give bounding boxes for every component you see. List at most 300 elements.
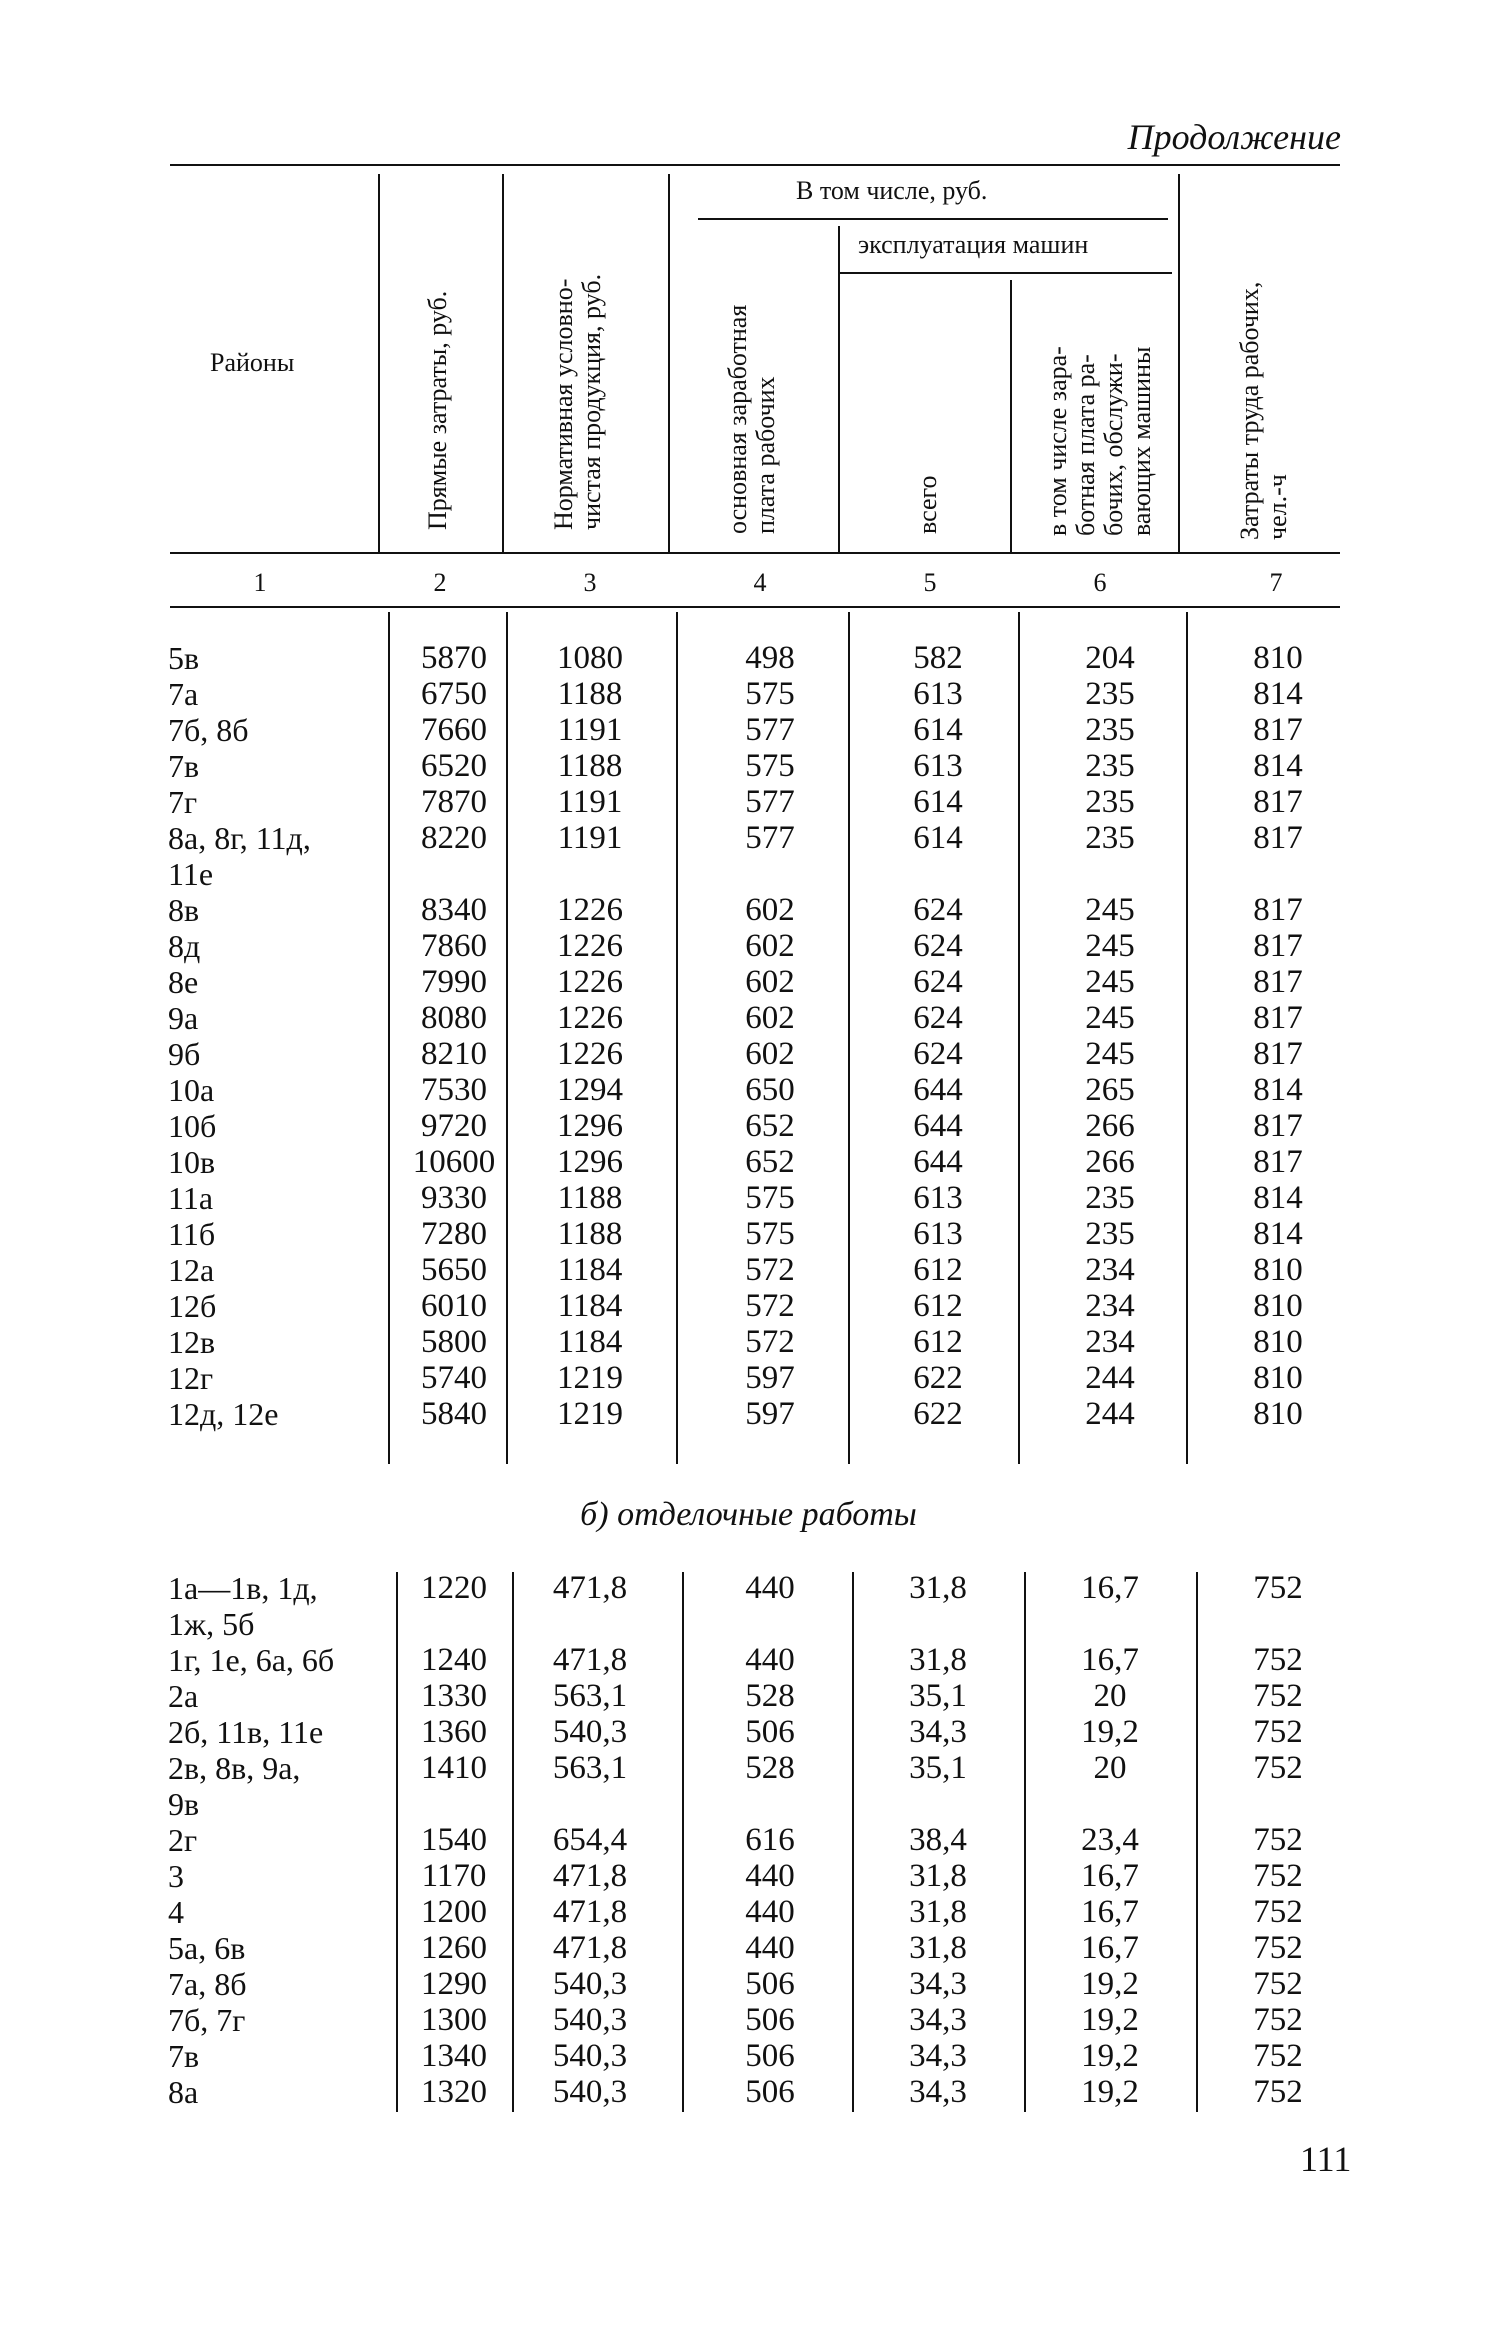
machine-total-cell: 31,8 (909, 1894, 967, 1930)
header-regions: Районы (210, 348, 295, 377)
machine-wage-cell: 16,7 (1081, 1570, 1139, 1606)
normative-output-cell: 1219 (557, 1360, 623, 1396)
direct-costs-cell: 8220 (421, 820, 487, 856)
colnum-6: 6 (1093, 568, 1107, 597)
machine-wage-cell: 234 (1085, 1288, 1135, 1324)
labor-costs-cell: 814 (1253, 1072, 1303, 1108)
direct-costs-cell: 1170 (421, 1858, 487, 1894)
direct-costs-cell: 5800 (421, 1324, 487, 1360)
direct-costs-cell: 8210 (421, 1036, 487, 1072)
direct-costs-cell: 1300 (421, 2002, 487, 2038)
normative-output-cell: 1191 (557, 784, 623, 820)
base-wage-cell: 577 (745, 784, 795, 820)
base-wage-cell: 575 (745, 676, 795, 712)
direct-costs-cell: 1320 (421, 2074, 487, 2110)
normative-output-cell: 1188 (557, 1216, 623, 1252)
normative-output-cell: 1188 (557, 748, 623, 784)
machine-wage-cell: 265 (1085, 1072, 1135, 1108)
machine-wage-cell: 234 (1085, 1324, 1135, 1360)
machine-total-cell: 624 (913, 892, 963, 928)
normative-output-cell: 540,3 (552, 2074, 628, 2110)
machine-total-cell: 613 (913, 748, 963, 784)
direct-costs-cell: 7660 (421, 712, 487, 748)
region-cell: 7б, 7г (168, 2002, 246, 2038)
base-wage-cell: 602 (745, 1036, 795, 1072)
base-wage-cell: 440 (745, 1894, 795, 1930)
normative-output-cell: 1226 (557, 964, 623, 1000)
table-row (0, 1570, 1497, 1606)
region-cell: 12б (168, 1288, 217, 1324)
table-row (0, 1108, 1497, 1144)
machine-total-cell: 31,8 (909, 1642, 967, 1678)
machine-total-cell: 34,3 (909, 1966, 967, 2002)
table-row (0, 712, 1497, 748)
machine-wage-cell: 19,2 (1081, 2074, 1139, 2110)
labor-costs-cell: 814 (1253, 1216, 1303, 1252)
header-top-rule (170, 164, 1340, 166)
region-cell: 5а, 6в (168, 1930, 246, 1966)
machine-wage-cell: 235 (1085, 748, 1135, 784)
table-row-continuation (0, 1786, 1497, 1822)
header-incl-wage-3: бочих, обслужи- (1099, 353, 1128, 536)
region-cell: 8е (168, 964, 199, 1000)
direct-costs-cell: 1240 (421, 1642, 487, 1678)
table-row (0, 1930, 1497, 1966)
labor-costs-cell: 817 (1253, 784, 1303, 820)
machine-wage-cell: 235 (1085, 1216, 1135, 1252)
machine-wage-cell: 235 (1085, 712, 1135, 748)
machine-total-cell: 31,8 (909, 1930, 967, 1966)
header-vline-1 (378, 174, 380, 554)
continuation-label: Продолжение (1127, 117, 1341, 157)
region-cell: 9а (168, 1000, 199, 1036)
header-normative-output-1: Нормативная условно- (549, 278, 578, 530)
labor-costs-cell: 814 (1253, 748, 1303, 784)
labor-costs-cell: 752 (1253, 1570, 1303, 1606)
base-wage-cell: 506 (745, 1966, 795, 2002)
header-incl-wage-1: в том числе зара- (1043, 346, 1072, 536)
table-row (0, 892, 1497, 928)
table-row (0, 1000, 1497, 1036)
machine-wage-cell: 16,7 (1081, 1858, 1139, 1894)
region-cell: 1а—1в, 1д, (168, 1570, 318, 1606)
table-row (0, 1288, 1497, 1324)
region-cell: 10б (168, 1108, 217, 1144)
normative-output-cell: 1226 (557, 928, 623, 964)
header-incl-wage-4: вающих машины (1127, 346, 1156, 536)
region-cell: 10а (168, 1072, 215, 1108)
direct-costs-cell: 7990 (421, 964, 487, 1000)
labor-costs-cell: 817 (1253, 1144, 1303, 1180)
direct-costs-cell: 1260 (421, 1930, 487, 1966)
region-cell: 10в (168, 1144, 216, 1180)
region-cell: 3 (168, 1858, 184, 1894)
table-row (0, 784, 1497, 820)
labor-costs-cell: 752 (1253, 1714, 1303, 1750)
table-row (0, 1678, 1497, 1714)
machine-wage-cell: 204 (1085, 640, 1135, 676)
labor-costs-cell: 810 (1253, 1288, 1303, 1324)
table-row (0, 1036, 1497, 1072)
normative-output-cell: 540,3 (552, 1714, 628, 1750)
region-cell: 8а, 8г, 11д, (168, 820, 311, 856)
table-row (0, 1144, 1497, 1180)
machine-total-cell: 34,3 (909, 1714, 967, 1750)
base-wage-cell: 572 (745, 1324, 795, 1360)
machine-wage-cell: 245 (1085, 1000, 1135, 1036)
labor-costs-cell: 752 (1253, 1642, 1303, 1678)
machine-wage-cell: 245 (1085, 928, 1135, 964)
direct-costs-cell: 5650 (421, 1252, 487, 1288)
normative-output-cell: 471,8 (552, 1642, 628, 1678)
table-row (0, 1822, 1497, 1858)
machine-total-cell: 612 (913, 1252, 963, 1288)
base-wage-cell: 528 (745, 1678, 795, 1714)
direct-costs-cell: 1360 (421, 1714, 487, 1750)
header-vline-2 (502, 174, 504, 554)
base-wage-cell: 597 (745, 1360, 795, 1396)
normative-output-cell: 1226 (557, 1036, 623, 1072)
direct-costs-cell: 7860 (421, 928, 487, 964)
machine-wage-cell: 244 (1085, 1360, 1135, 1396)
direct-costs-cell: 6520 (421, 748, 487, 784)
base-wage-cell: 440 (745, 1570, 795, 1606)
table-row (0, 1714, 1497, 1750)
labor-costs-cell: 817 (1253, 892, 1303, 928)
colnum-7: 7 (1269, 568, 1283, 597)
labor-costs-cell: 810 (1253, 1324, 1303, 1360)
table-row (0, 1396, 1497, 1432)
base-wage-cell: 440 (745, 1858, 795, 1894)
base-wage-cell: 577 (745, 712, 795, 748)
direct-costs-cell: 1290 (421, 1966, 487, 2002)
labor-costs-cell: 752 (1253, 1894, 1303, 1930)
table-row (0, 748, 1497, 784)
colnum-4: 4 (753, 568, 767, 597)
machine-wage-cell: 235 (1085, 820, 1135, 856)
table-row (0, 1324, 1497, 1360)
header-including: В том числе, руб. (796, 176, 988, 205)
direct-costs-cell: 6750 (421, 676, 487, 712)
normative-output-cell: 563,1 (552, 1678, 628, 1714)
labor-costs-cell: 752 (1253, 2074, 1303, 2110)
machine-total-cell: 34,3 (909, 2074, 967, 2110)
labor-costs-cell: 752 (1253, 1822, 1303, 1858)
machine-total-cell: 582 (913, 640, 963, 676)
base-wage-cell: 528 (745, 1750, 795, 1786)
machine-wage-cell: 19,2 (1081, 1966, 1139, 2002)
table-row (0, 2074, 1497, 2110)
normative-output-cell: 654,4 (552, 1822, 628, 1858)
direct-costs-cell: 7870 (421, 784, 487, 820)
table-row (0, 2002, 1497, 2038)
base-wage-cell: 440 (745, 1642, 795, 1678)
table-row (0, 1642, 1497, 1678)
table-row (0, 1894, 1497, 1930)
normative-output-cell: 471,8 (552, 1930, 628, 1966)
labor-costs-cell: 752 (1253, 2002, 1303, 2038)
labor-costs-cell: 817 (1253, 1036, 1303, 1072)
normative-output-cell: 471,8 (552, 1894, 628, 1930)
normative-output-cell: 1296 (557, 1144, 623, 1180)
labor-costs-cell: 817 (1253, 712, 1303, 748)
direct-costs-cell: 1340 (421, 2038, 487, 2074)
labor-costs-cell: 810 (1253, 1252, 1303, 1288)
labor-costs-cell: 752 (1253, 1750, 1303, 1786)
region-cell: 8в (168, 892, 200, 928)
table-row (0, 1216, 1497, 1252)
base-wage-cell: 602 (745, 928, 795, 964)
machine-total-cell: 613 (913, 1216, 963, 1252)
machine-total-cell: 624 (913, 964, 963, 1000)
labor-costs-cell: 810 (1253, 1396, 1303, 1432)
machine-total-cell: 644 (913, 1072, 963, 1108)
direct-costs-cell: 5740 (421, 1360, 487, 1396)
normative-output-cell: 1188 (557, 1180, 623, 1216)
base-wage-cell: 575 (745, 1216, 795, 1252)
direct-costs-cell: 1410 (421, 1750, 487, 1786)
table-row-continuation (0, 856, 1497, 892)
normative-output-cell: 540,3 (552, 2002, 628, 2038)
table-row (0, 1360, 1497, 1396)
normative-output-cell: 471,8 (552, 1858, 628, 1894)
base-wage-cell: 652 (745, 1108, 795, 1144)
base-wage-cell: 577 (745, 820, 795, 856)
machine-total-cell: 613 (913, 676, 963, 712)
region-cell: 4 (168, 1894, 184, 1930)
region-cell: 2в, 8в, 9а, (168, 1750, 301, 1786)
table-row (0, 1966, 1497, 2002)
normative-output-cell: 1296 (557, 1108, 623, 1144)
normative-output-cell: 1226 (557, 892, 623, 928)
table-row (0, 1750, 1497, 1786)
region-cell: 12д, 12е (168, 1396, 279, 1432)
header-bottom-rule (170, 552, 1340, 554)
base-wage-cell: 506 (745, 1714, 795, 1750)
labor-costs-cell: 817 (1253, 1000, 1303, 1036)
machine-wage-cell: 20 (1093, 1678, 1127, 1714)
direct-costs-cell: 1540 (421, 1822, 487, 1858)
header-vline-4 (838, 226, 840, 554)
region-cell: 11б (168, 1216, 216, 1252)
labor-costs-cell: 814 (1253, 1180, 1303, 1216)
normative-output-cell: 1191 (557, 712, 623, 748)
base-wage-cell: 575 (745, 1180, 795, 1216)
machine-total-cell: 622 (913, 1396, 963, 1432)
machine-wage-cell: 235 (1085, 784, 1135, 820)
base-wage-cell: 597 (745, 1396, 795, 1432)
colnum-1: 1 (253, 568, 267, 597)
machine-total-cell: 612 (913, 1324, 963, 1360)
header-normative-output-2: чистая продукция, руб. (577, 273, 606, 530)
table-row (0, 1858, 1497, 1894)
machine-wage-cell: 19,2 (1081, 1714, 1139, 1750)
normative-output-cell: 1184 (557, 1252, 623, 1288)
machine-total-cell: 624 (913, 1036, 963, 1072)
base-wage-cell: 575 (745, 748, 795, 784)
direct-costs-cell: 6010 (421, 1288, 487, 1324)
normative-output-cell: 1191 (557, 820, 623, 856)
table-row (0, 964, 1497, 1000)
labor-costs-cell: 810 (1253, 640, 1303, 676)
table-row (0, 820, 1497, 856)
region-cell: 7а, 8б (168, 1966, 247, 2002)
table-row-continuation (0, 1606, 1497, 1642)
colnum-2: 2 (433, 568, 447, 597)
region-cell: 7г (168, 784, 198, 820)
table-row (0, 640, 1497, 676)
region-cell: 12г (168, 1360, 214, 1396)
header-machine-operation: эксплуатация машин (858, 230, 1089, 259)
region-cell: 11а (168, 1180, 214, 1216)
machine-total-cell: 614 (913, 784, 963, 820)
machine-total-cell: 624 (913, 1000, 963, 1036)
direct-costs-cell: 8340 (421, 892, 487, 928)
region-cell: 7в (168, 2038, 200, 2074)
machine-wage-cell: 245 (1085, 964, 1135, 1000)
base-wage-cell: 616 (745, 1822, 795, 1858)
machine-total-cell: 38,4 (909, 1822, 967, 1858)
region-cell-continuation: 11е (168, 856, 214, 892)
normative-output-cell: 1080 (557, 640, 623, 676)
machine-wage-cell: 245 (1085, 1036, 1135, 1072)
region-cell: 5в (168, 640, 200, 676)
colnum-3: 3 (583, 568, 597, 597)
machine-wage-cell: 266 (1085, 1108, 1135, 1144)
machine-wage-cell: 16,7 (1081, 1642, 1139, 1678)
header-vline-5 (1010, 280, 1012, 554)
header-labor-costs-1: Затраты труда рабочих, (1235, 281, 1264, 540)
region-cell: 1г, 1е, 6а, 6б (168, 1642, 335, 1678)
machine-total-cell: 31,8 (909, 1570, 967, 1606)
table-row (0, 1072, 1497, 1108)
machine-total-cell: 614 (913, 820, 963, 856)
header-total: всего (913, 475, 942, 534)
normative-output-cell: 1184 (557, 1324, 623, 1360)
region-cell: 2б, 11в, 11е (168, 1714, 324, 1750)
machine-wage-cell: 235 (1085, 1180, 1135, 1216)
region-cell: 2а (168, 1678, 199, 1714)
normative-output-cell: 1188 (557, 676, 623, 712)
region-cell: 2г (168, 1822, 198, 1858)
base-wage-cell: 498 (745, 640, 795, 676)
normative-output-cell: 540,3 (552, 2038, 628, 2074)
table-row (0, 2038, 1497, 2074)
normative-output-cell: 540,3 (552, 1966, 628, 2002)
base-wage-cell: 572 (745, 1252, 795, 1288)
machine-total-cell: 613 (913, 1180, 963, 1216)
labor-costs-cell: 817 (1253, 820, 1303, 856)
including-rule (698, 218, 1168, 220)
labor-costs-cell: 817 (1253, 928, 1303, 964)
machine-wage-cell: 16,7 (1081, 1894, 1139, 1930)
region-cell: 7в (168, 748, 200, 784)
direct-costs-cell: 5870 (421, 640, 487, 676)
region-cell-continuation: 1ж, 5б (168, 1606, 255, 1642)
header-direct-costs: Прямые затраты, руб. (423, 290, 452, 530)
machine-total-cell: 612 (913, 1288, 963, 1324)
labor-costs-cell: 817 (1253, 1108, 1303, 1144)
machine-wage-cell: 19,2 (1081, 2038, 1139, 2074)
machine-wage-cell: 244 (1085, 1396, 1135, 1432)
header-vline-6 (1178, 174, 1180, 554)
region-cell: 7б, 8б (168, 712, 249, 748)
labor-costs-cell: 752 (1253, 2038, 1303, 2074)
table-row (0, 1252, 1497, 1288)
machine-wage-cell: 266 (1085, 1144, 1135, 1180)
header-vline-3 (668, 174, 670, 554)
direct-costs-cell: 7280 (421, 1216, 487, 1252)
machine-wage-cell: 16,7 (1081, 1930, 1139, 1966)
machine-wage-cell: 23,4 (1081, 1822, 1139, 1858)
header-incl-wage-2: ботная плата ра- (1071, 354, 1100, 536)
base-wage-cell: 440 (745, 1930, 795, 1966)
machine-total-cell: 35,1 (909, 1750, 967, 1786)
page-number: 111 (1300, 2139, 1352, 2179)
labor-costs-cell: 752 (1253, 1678, 1303, 1714)
direct-costs-cell: 5840 (421, 1396, 487, 1432)
table-row (0, 1180, 1497, 1216)
labor-costs-cell: 752 (1253, 1966, 1303, 2002)
labor-costs-cell: 814 (1253, 676, 1303, 712)
base-wage-cell: 602 (745, 892, 795, 928)
machine-wage-cell: 19,2 (1081, 2002, 1139, 2038)
machine-rule (840, 272, 1172, 274)
region-cell-continuation: 9в (168, 1786, 200, 1822)
region-cell: 8а (168, 2074, 199, 2110)
machine-total-cell: 34,3 (909, 2002, 967, 2038)
header-base-wage-2: плата рабочих (751, 376, 780, 534)
base-wage-cell: 572 (745, 1288, 795, 1324)
direct-costs-cell: 1330 (421, 1678, 487, 1714)
direct-costs-cell: 7530 (421, 1072, 487, 1108)
direct-costs-cell: 8080 (421, 1000, 487, 1036)
machine-total-cell: 35,1 (909, 1678, 967, 1714)
header-labor-costs-2: чел.-ч (1263, 474, 1292, 540)
direct-costs-cell: 1200 (421, 1894, 487, 1930)
normative-output-cell: 471,8 (552, 1570, 628, 1606)
table-row (0, 676, 1497, 712)
region-cell: 9б (168, 1036, 201, 1072)
normative-output-cell: 1226 (557, 1000, 623, 1036)
machine-total-cell: 644 (913, 1144, 963, 1180)
direct-costs-cell: 9330 (421, 1180, 487, 1216)
machine-total-cell: 34,3 (909, 2038, 967, 2074)
normative-output-cell: 1294 (557, 1072, 623, 1108)
labor-costs-cell: 810 (1253, 1360, 1303, 1396)
machine-total-cell: 614 (913, 712, 963, 748)
colnum-bottom-rule (170, 606, 1340, 608)
base-wage-cell: 602 (745, 1000, 795, 1036)
labor-costs-cell: 817 (1253, 964, 1303, 1000)
region-cell: 7а (168, 676, 199, 712)
region-cell: 12в (168, 1324, 216, 1360)
base-wage-cell: 652 (745, 1144, 795, 1180)
table-row (0, 928, 1497, 964)
colnum-5: 5 (923, 568, 937, 597)
base-wage-cell: 602 (745, 964, 795, 1000)
normative-output-cell: 563,1 (552, 1750, 628, 1786)
direct-costs-cell: 10600 (412, 1144, 496, 1180)
labor-costs-cell: 752 (1253, 1930, 1303, 1966)
machine-total-cell: 624 (913, 928, 963, 964)
section-b-title: б) отделочные работы (580, 1496, 917, 1533)
normative-output-cell: 1184 (557, 1288, 623, 1324)
base-wage-cell: 506 (745, 2074, 795, 2110)
machine-wage-cell: 235 (1085, 676, 1135, 712)
machine-total-cell: 622 (913, 1360, 963, 1396)
labor-costs-cell: 752 (1253, 1858, 1303, 1894)
